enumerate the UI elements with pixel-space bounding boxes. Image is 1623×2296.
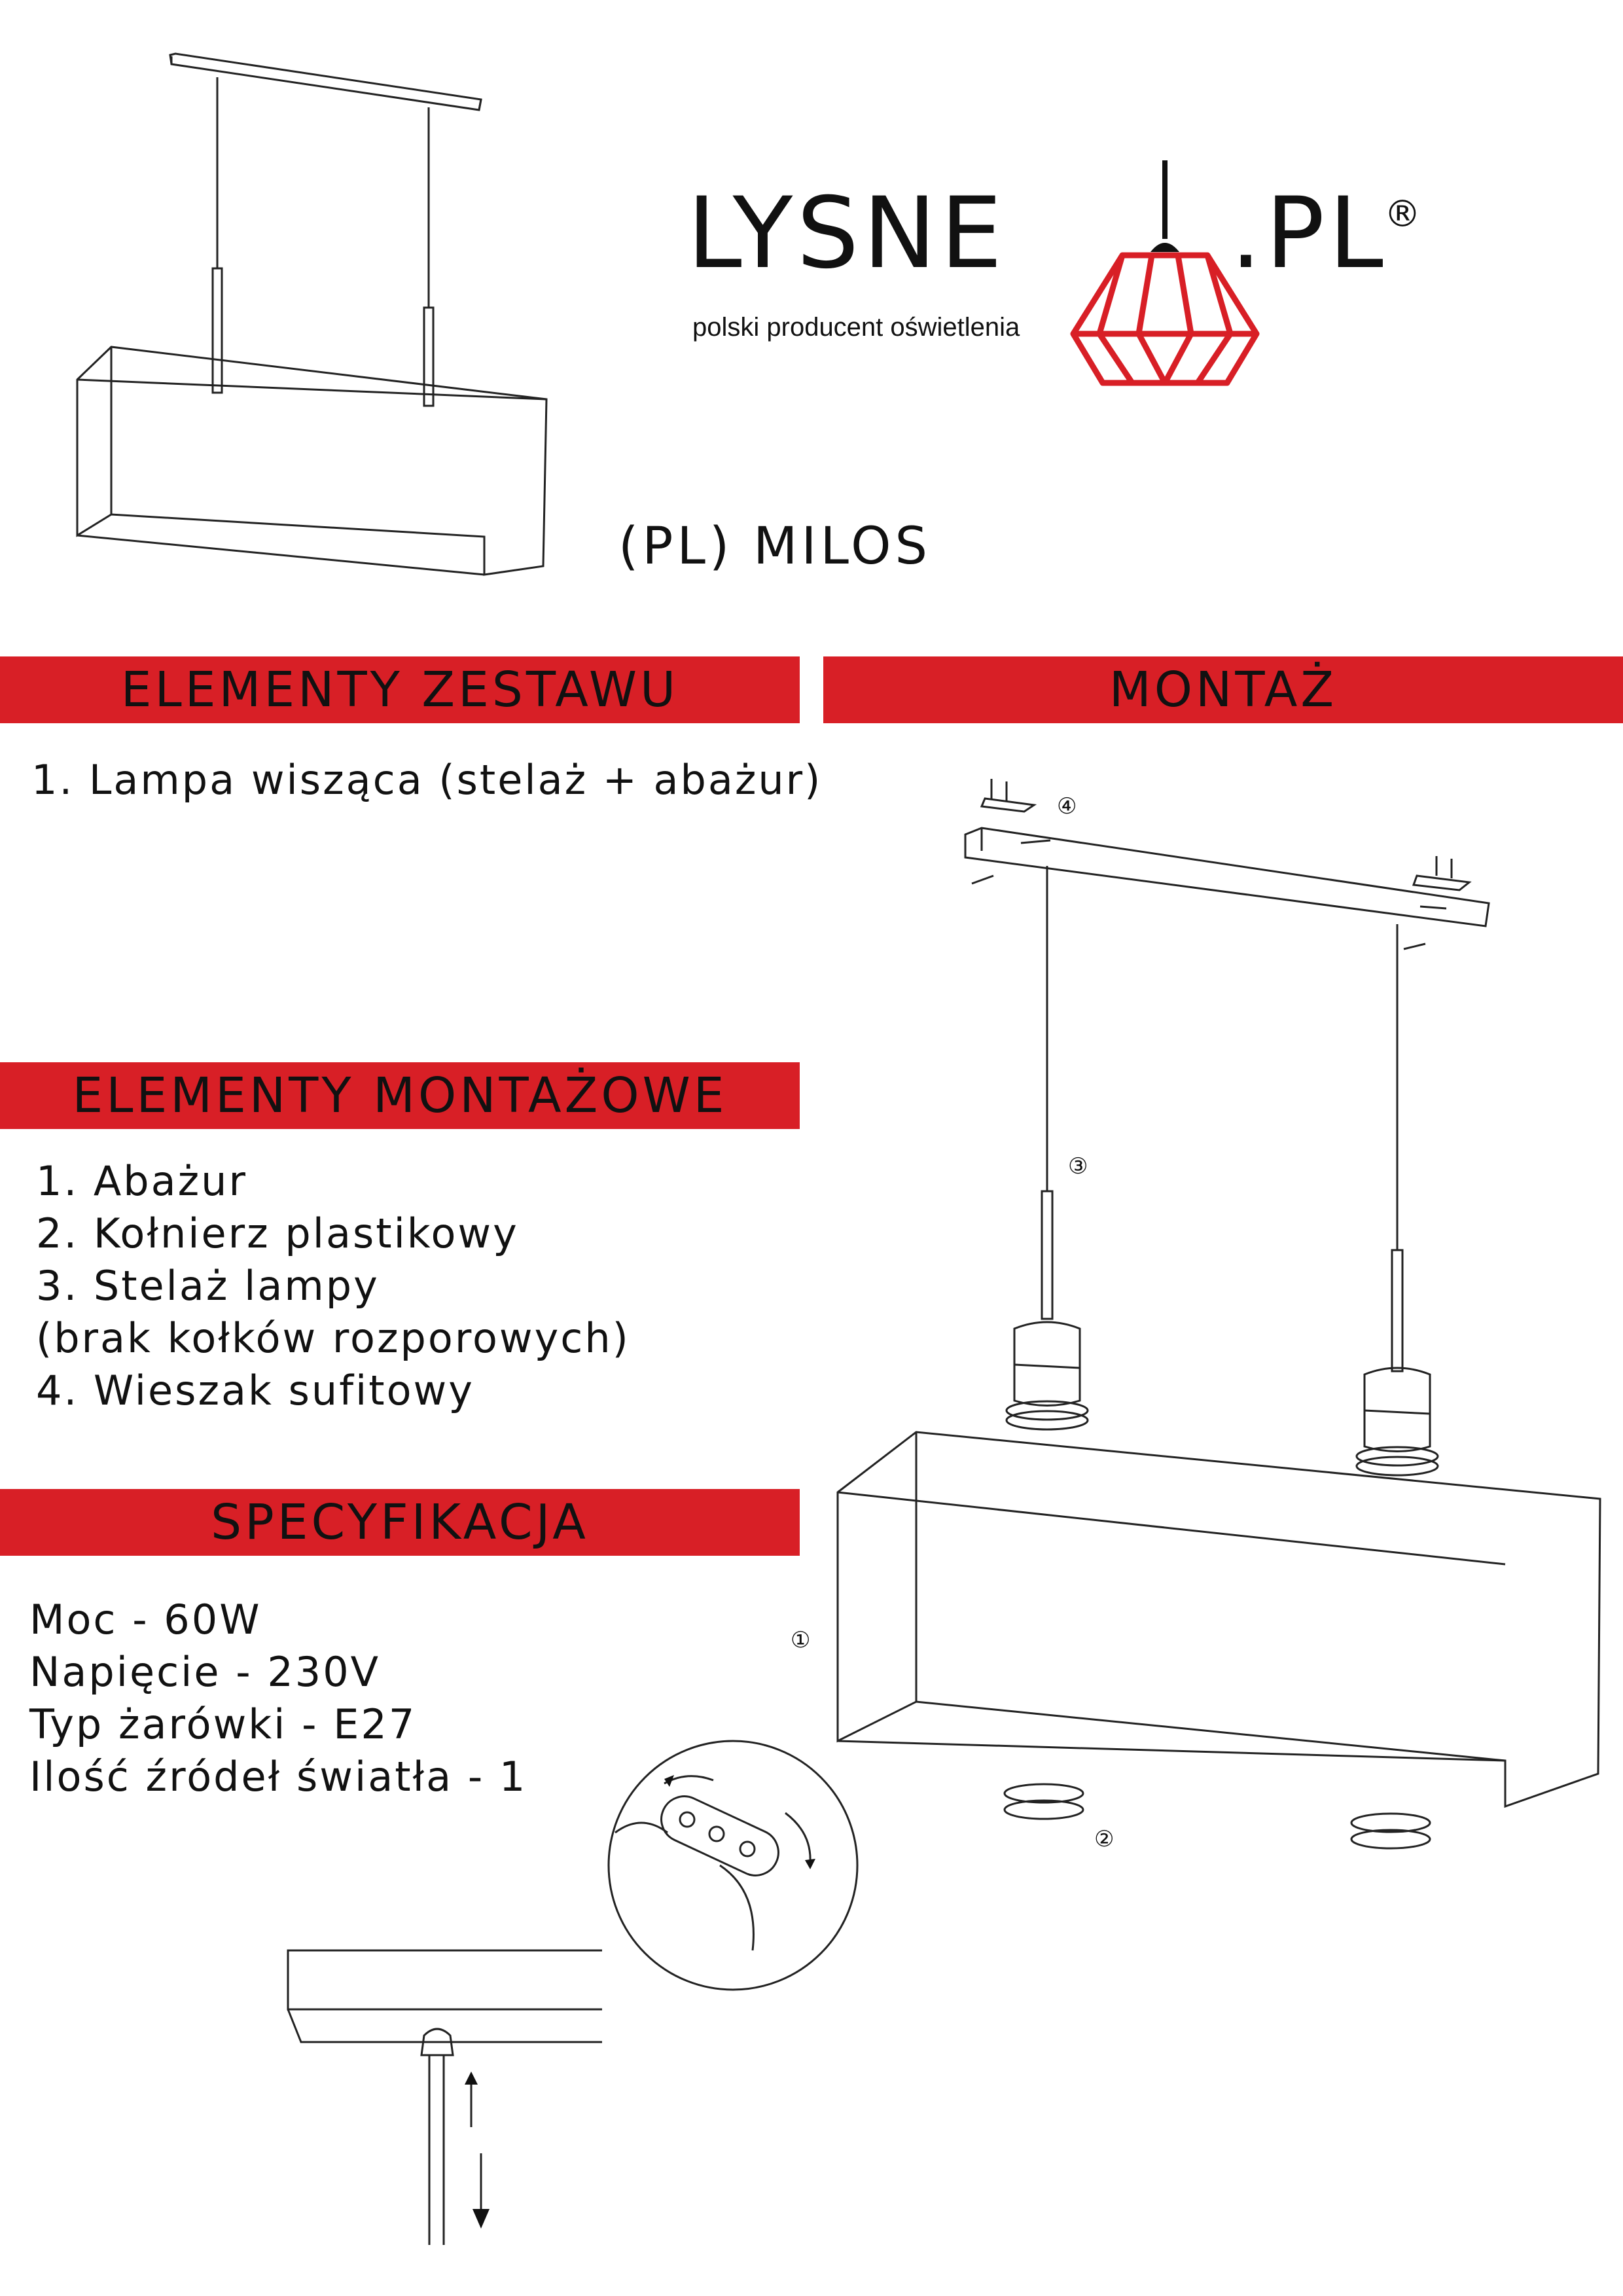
assembly-heading: MONTAŻ	[1109, 662, 1338, 718]
brand-tagline: polski producent oświetlenia	[692, 313, 1020, 342]
lamp-thumbnail-drawing	[65, 46, 563, 583]
spec-heading-bar	[0, 1489, 800, 1556]
ceiling-section-drawing	[281, 1944, 622, 2251]
mounting-heading: ELEMENTY MONTAŻOWE	[72, 1067, 728, 1124]
kit-heading: ELEMENTY ZESTAWU	[120, 662, 679, 718]
kit-item: 1. Lampa wisząca (stelaż + abażur)	[31, 756, 823, 804]
mounting-heading-bar	[0, 1062, 800, 1129]
assembly-heading-bar	[823, 656, 1623, 723]
mounting-item: 3. Stelaż lampy	[36, 1262, 380, 1310]
mounting-item: 4. Wieszak sufitowy	[36, 1367, 474, 1414]
assembly-diagram	[825, 772, 1623, 1898]
registered-mark: ®	[1384, 193, 1421, 236]
mounting-item: 2. Kołnierz plastikowy	[36, 1210, 519, 1257]
callout-3: ③	[1068, 1153, 1088, 1179]
brand-name: LYSNE	[687, 177, 1007, 291]
spec-item: Ilość źródeł światła - 1	[29, 1753, 527, 1801]
spec-item: Moc - 60W	[29, 1596, 262, 1643]
spec-heading: SPECYFIKACJA	[211, 1494, 589, 1551]
mounting-item: 1. Abażur	[36, 1157, 247, 1205]
detail-circle-drawing	[602, 1734, 864, 1996]
brand-suffix: .PL	[1230, 177, 1387, 291]
mounting-item: (brak kołków rozporowych)	[36, 1314, 630, 1362]
callout-4: ④	[1057, 793, 1077, 819]
spec-item: Typ żarówki - E27	[29, 1700, 417, 1748]
callout-2: ②	[1094, 1826, 1115, 1852]
spec-item: Napięcie - 230V	[29, 1648, 381, 1696]
kit-heading-bar	[0, 656, 800, 723]
pendant-lamp-logo-icon	[1060, 160, 1270, 403]
product-title: (PL) MILOS	[618, 517, 932, 576]
callout-1: ①	[791, 1627, 811, 1653]
